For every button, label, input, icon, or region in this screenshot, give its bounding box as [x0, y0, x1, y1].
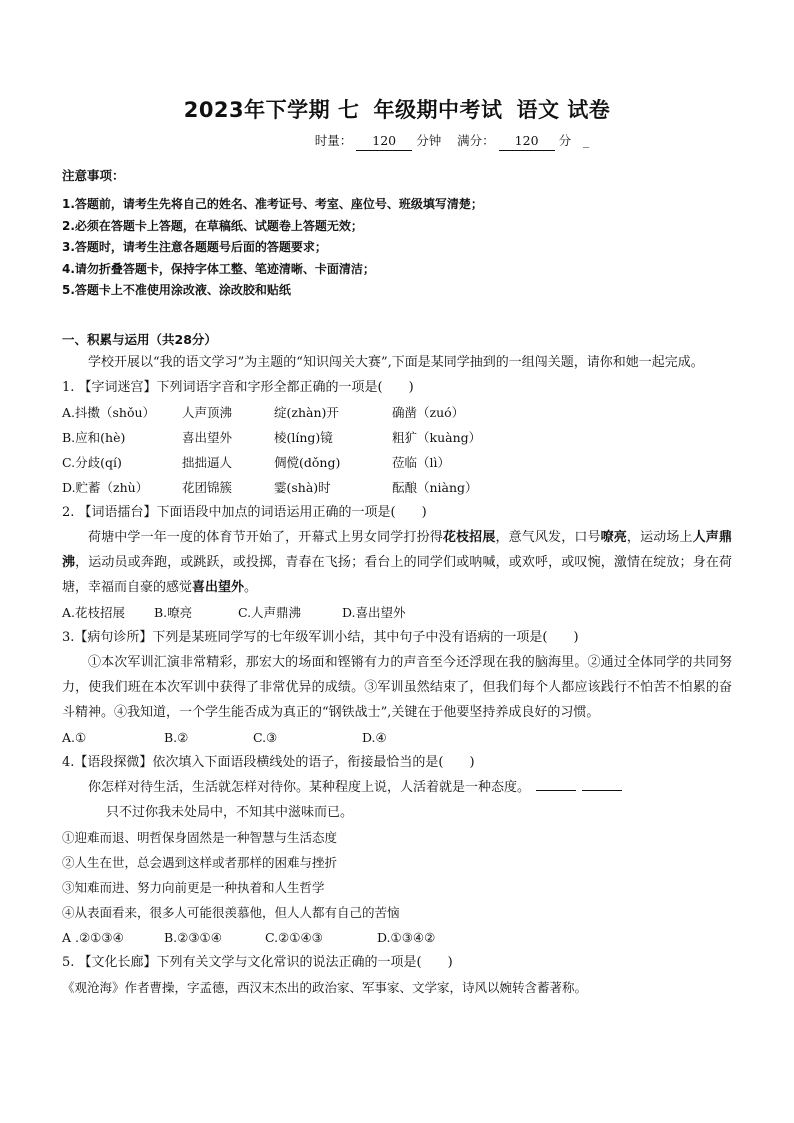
answer-blank — [536, 778, 576, 791]
option-cell: 霎(shà)时 — [274, 479, 331, 495]
page-title — [62, 96, 732, 124]
option-cell: 棱(líng)镜 — [274, 429, 333, 445]
question-1-option-d — [62, 475, 732, 500]
passage-text: 你怎样对待生活，生活就怎样对待你。某种程度上说，人活着就是一种态度。 — [88, 779, 531, 795]
question-3-options — [62, 725, 732, 750]
option: D.④ — [361, 729, 387, 745]
marked-word: 花枝招展 — [442, 529, 496, 545]
question-2-options — [62, 600, 732, 625]
option: C.③ — [252, 729, 278, 745]
title-part-1: 2023年下学期 七 — [183, 98, 360, 122]
option-cell: 确凿（zuó） — [392, 404, 465, 420]
option-cell: 绽(zhàn)开 — [274, 404, 339, 420]
score-unit: 分 — [558, 133, 572, 148]
exam-page — [62, 96, 732, 1000]
question-4-passage — [62, 775, 732, 800]
meta-trailing: _ — [583, 133, 590, 148]
notes-title: 注意事项： — [62, 168, 125, 183]
question-5-statement: 《观沧海》作者曹操，字孟德，西汉末杰出的政治家、军事家、文学家，诗风以婉转含蓄著称。 — [62, 979, 588, 995]
option-cell: B.应和(hè) — [62, 429, 126, 445]
option-cell: 酝酿（niàng） — [392, 479, 478, 495]
section-heading: 一、积累与运用（共28分） — [62, 331, 217, 347]
option-cell: 倜傥(dǒng) — [274, 454, 341, 470]
answer-blank — [582, 778, 622, 791]
question-1-option-b — [62, 425, 732, 450]
marked-word: 嘹亮 — [600, 529, 627, 545]
option: A.① — [62, 729, 87, 745]
option: D.喜出望外 — [341, 604, 406, 620]
option: B.嘹亮 — [153, 604, 193, 620]
notes-list — [62, 194, 732, 302]
question-4-item: ①迎难而退、明哲保身固然是一种智慧与生活态度 — [62, 829, 338, 845]
option-cell: D.贮蓄（zhù） — [62, 479, 149, 495]
exam-meta — [62, 132, 732, 151]
option-cell: 喜出望外 — [182, 429, 233, 445]
option: A.花枝招展 — [62, 604, 126, 620]
question-1-option-c — [62, 450, 732, 475]
passage-text: ，运动员或奔跑，或跳跃，或投掷，青春在飞扬；看台上的同学们或呐喊，或欢呼，或叹惋，激情在绽放；身在荷塘，幸福而自豪的感觉 — [62, 554, 732, 595]
question-1-stem: 1. 【字词迷宫】下列词语字音和字形全都正确的一项是( ) — [62, 379, 414, 395]
option-cell: C.分歧(qí) — [62, 454, 122, 470]
score-value: 120 — [499, 132, 555, 151]
passage-text: 荷塘中学一年一度的体育节开始了，开幕式上男女同学打扮得 — [88, 529, 443, 545]
option: D.①③④② — [376, 929, 436, 945]
option: B.②③①④ — [163, 929, 222, 945]
question-4-options — [62, 925, 732, 950]
passage-text: 。 — [244, 579, 258, 595]
note-item: 4.请勿折叠答题卡，保持字体工整、笔迹清晰、卡面清洁； — [62, 261, 375, 276]
option-cell: A.抖擞（shǒu） — [62, 404, 156, 420]
option-cell: 粗犷（kuàng） — [392, 429, 482, 445]
title-part-2: 年级期中考试 — [373, 98, 503, 122]
time-unit: 分钟 — [416, 133, 442, 148]
title-part-3: 语文 试卷 — [516, 98, 611, 122]
option: C.人声鼎沸 — [237, 604, 302, 620]
note-item: 2.必须在答题卡上答题，在草稿纸、试题卷上答题无效； — [62, 218, 363, 233]
question-4-passage-cont: 只不过你我未处局中，不知其中滋味而已。 — [106, 804, 354, 820]
question-4-item: ④从表面看来，很多人可能很羡慕他，但人人都有自己的苦恼 — [62, 904, 400, 920]
option: A .②①③④ — [62, 929, 124, 945]
note-item: 5.答题卡上不准使用涂改液、涂改胶和贴纸 — [62, 283, 291, 297]
note-item: 1.答题前，请考生先将自己的姓名、准考证号、考室、座位号、班级填写清楚； — [62, 197, 483, 211]
time-label: 时量： — [314, 133, 353, 148]
time-value: 120 — [356, 132, 412, 151]
question-5-stem: 5. 【文化长廊】下列有关文学与文化常识的说法正确的一项是( ) — [62, 954, 453, 970]
option: B.② — [163, 729, 189, 745]
option-cell: 花团锦簇 — [182, 479, 233, 495]
option-cell: 拙拙逼人 — [182, 454, 233, 470]
note-item: 3.答题时，请考生注意各题题号后面的答题要求； — [62, 240, 327, 254]
passage-text: ，意气风发，口号 — [495, 529, 601, 545]
question-2-passage — [62, 525, 732, 600]
passage-text: ，运动场上 — [626, 529, 693, 545]
marked-word: 人声鼎沸 — [62, 529, 732, 570]
question-3-passage: ①本次军训汇演非常精彩，那宏大的场面和铿锵有力的声音至今还浮现在我的脑海里。②通过全体同学的共同努力，使我们班在本次军训中获得了非常优异的成绩。③军训虽然结束了，但我们每个人都应该践行不怕苦不怕累的奋斗精神。④我知道，一个学生能否成为真正的“钢铁战士”,关键在于他要坚持养成良好的习惯。 — [62, 654, 732, 720]
score-label: 满分： — [457, 133, 495, 148]
option: C.②①④③ — [264, 929, 323, 945]
question-1-option-a — [62, 400, 732, 425]
question-3-stem: 3.【病句诊所】下列是某班同学写的七年级军训小结，其中句子中没有语病的一项是( ) — [62, 629, 579, 645]
option-cell: 人声顶沸 — [182, 404, 233, 420]
question-4-item: ③知难而进、努力向前更是一种执着和人生哲学 — [62, 879, 325, 895]
question-2-stem: 2. 【词语擂台】下面语段中加点的词语运用正确的一项是( ) — [62, 504, 427, 520]
question-4-item: ②人生在世，总会遇到这样或者那样的困难与挫折 — [62, 854, 338, 870]
marked-word: 喜出望外 — [192, 579, 245, 595]
question-4-stem: 4.【语段探微】依次填入下面语段横线处的语子，衔接最恰当的是( ) — [62, 754, 475, 770]
option-cell: 莅临（lì） — [392, 454, 450, 470]
section-intro: 学校开展以“我的语文学习”为主题的“知识闯关大赛”,下面是某同学抽到的一组闯关题，请你和她一起完成。 — [88, 354, 704, 370]
